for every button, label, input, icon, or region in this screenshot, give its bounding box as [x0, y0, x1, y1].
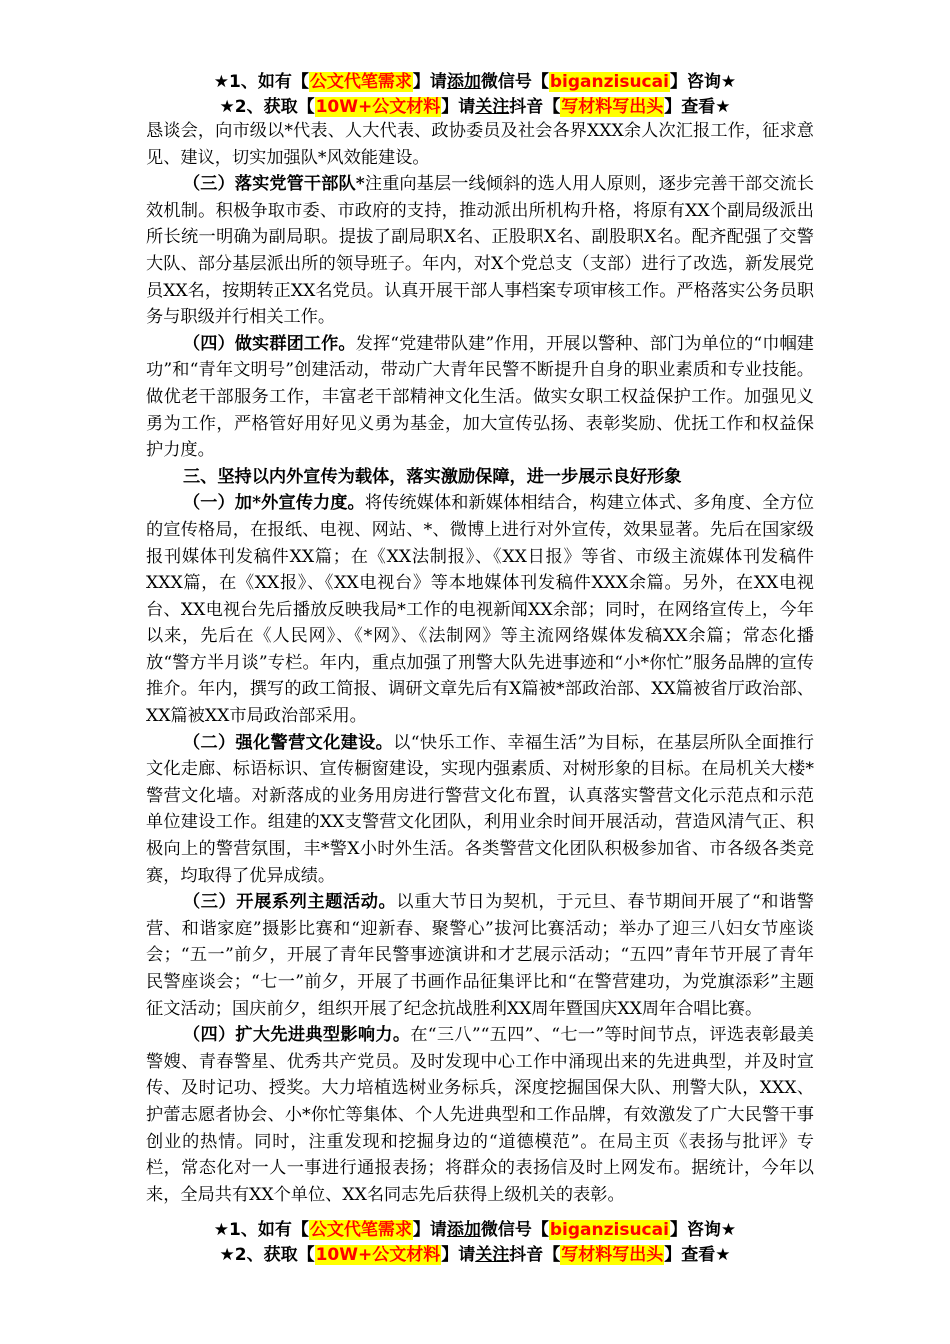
promo-line-douyin [0, 1243, 950, 1267]
promo-keyword: 关注 [475, 1245, 510, 1265]
paragraph [146, 889, 814, 1022]
paragraph [146, 331, 814, 464]
promo-highlight: 公文代笔需求 [309, 1220, 412, 1240]
paragraph-text: 注重向基层一线倾斜的选人用人原则，逐步完善干部交流长效机制。积极争取市委、市政府的支持，推动派出所机构升格，将原有XX个副局级派出所长统一明确为副局职。提拔了副局职X名、正股职X名、副股职X名。配齐配强了交警大队、部分基层派出所的领导班子。年内，对X个党总支（支部）进行了改选，新发展党员XX名，按期转正XX名党员。认真开展干部人事档案专项审核工作。严格落实公务员职务与职级并行相关工作。 [146, 174, 814, 328]
paragraph [146, 730, 814, 890]
promo-text: 】咨询★ [669, 72, 737, 92]
paragraph-lead: （二）强化警营文化建设。 [182, 732, 394, 753]
promo-line-wechat [0, 70, 950, 94]
promo-text: ★2、获取【 [219, 97, 315, 117]
promo-highlight: 写材料写出头 [561, 1245, 664, 1265]
paragraph-lead: （四）扩大先进典型影响力。 [182, 1025, 411, 1046]
paragraph-text: 发挥“党建带队建”作用，开展以警种、部门为单位的“巾帼建功”和“青年文明号”创建活动，带动广大青年民警不断提升自身的职业素质和专业技能。做优老干部服务工作，丰富老干部精神文化生活。做实女职工权益保护工作。加强见义勇为工作，严格管好用好见义勇为基金，加大宣传弘扬、表彰奖励、优抚工作和权益保护力度。 [146, 333, 814, 461]
paragraph-text: 以重大节日为契机，于元旦、春节期间开展了“和谐警营、和谐家庭”摄影比赛和“迎新春、聚警心”拔河比赛活动；举办了迎三八妇女节座谈会；“五一”前夕，开展了青年民警事迹演讲和才艺展示活动；“五四”青年节开展了青年民警座谈会；“七一”前夕，开展了书画作品征集评比和“在警营建功，为党旗添彩”主题征文活动；国庆前夕，组织开展了纪念抗战胜利XX周年暨国庆XX周年合唱比赛。 [146, 892, 814, 1019]
promo-text: 】请 [412, 72, 447, 92]
paragraph-text: 将传统媒体和新媒体相结合，构建立体式、多角度、全方位的宣传格局，在报纸、电视、网站、*、微博上进行对外宣传，效果显著。先后在国家级报刊媒体刊发稿件XX篇；在《XX法制报》、《XX日报》等省、市级主流媒体刊发稿件XXX篇，在《XX报》、《XX电视台》等本地媒体刊发稿件XXX余篇。另外，在XX电视台、XX电视台先后播放反映我局*工作的电视新闻XX余部；同时，在网络宣传上，今年以来，先后在《人民网》、《*网》、《法制网》等主流网络媒体发稿XX余篇；常态化播放“警方半月谈”专栏。年内，重点加强了刑警大队先进事迹和“小*你忙”服务品牌的宣传推介。年内，撰写的政工简报、调研文章先后有X篇被*部政治部、XX篇被省厅政治部、XX篇被XX市局政治部采用。 [146, 493, 814, 727]
promo-text: 抖音【 [509, 1245, 561, 1265]
promo-keyword: 添加 [446, 72, 481, 92]
promo-text: 微信号【 [480, 72, 549, 92]
promo-text: 】请 [412, 1220, 447, 1240]
promo-highlight: biganzisucai [549, 1220, 669, 1240]
promo-text: 抖音【 [509, 97, 561, 117]
promo-keyword: 关注 [475, 97, 510, 117]
promo-highlight: 公文代笔需求 [309, 72, 412, 92]
paragraph-lead: （四）做实群团工作。 [182, 333, 356, 354]
promo-text: 】查看★ [664, 97, 731, 117]
promo-highlight: 写材料写出头 [561, 97, 664, 117]
continuation-paragraph: 恳谈会，向市级以*代表、人大代表、政协委员及社会各界XXX余人次汇报工作，征求意见、建议，切实加强队*风效能建设。 [146, 121, 814, 168]
section-heading: 三、坚持以内外宣传为载体，落实激励保障，进一步展示良好形象 [182, 466, 682, 487]
promo-text: 】请 [441, 1245, 476, 1265]
promo-highlight: biganzisucai [549, 72, 669, 92]
paragraph [146, 490, 814, 729]
promo-highlight: 10W+公文材料 [315, 1245, 441, 1265]
paragraph [146, 171, 814, 331]
promo-text: 】请 [441, 97, 476, 117]
paragraph-text: 在“三八”“五四”、“七一”等时间节点，评选表彰最美警嫂、青春警星、优秀共产党员。及时发现中心工作中涌现出来的先进典型，并及时宣传、及时记功、授奖。大力培植选树业务标兵，深度挖掘国保大队、刑警大队，XXX、护蕾志愿者协会、小*你忙等集体、个人先进典型和工作品牌，有效激发了广大民警干事创业的热情。同时，注重发现和挖掘身边的“道德模范”。在局主页《表扬与批评》专栏，常态化对一人一事进行通报表扬；将群众的表扬信及时上网发布。据统计，今年以来，全局共有XX个单位、XX名同志先后获得上级机关的表彰。 [146, 1025, 814, 1205]
promo-highlight: 10W+公文材料 [315, 97, 441, 117]
document-body [146, 118, 814, 1208]
promo-text: ★1、如有【 [213, 72, 309, 92]
promo-text: ★2、获取【 [219, 1245, 315, 1265]
paragraph-lead: （一）加*外宣传力度。 [182, 493, 365, 514]
promo-text: ★1、如有【 [213, 1220, 309, 1240]
promo-text: 微信号【 [480, 1220, 549, 1240]
paragraph [146, 1022, 814, 1208]
paragraph-lead: （三）开展系列主题活动。 [182, 892, 397, 913]
promo-keyword: 添加 [446, 1220, 481, 1240]
promo-text: 】查看★ [664, 1245, 731, 1265]
paragraph-text: 以“快乐工作、幸福生活”为目标，在基层所队全面推行文化走廊、标语标识、宣传橱窗建设，实现内强素质、对树形象的目标。在局机关大楼*警营文化墙。对新落成的业务用房进行警营文化布置，认真落实警营文化示范点和示范单位建设工作。组建的XX支警营文化团队，利用业余时间开展活动，营造风清气正、积极向上的警营氛围，丰*警X小时外生活。各类警营文化团队积极参加省、市各级各类竞赛，均取得了优异成绩。 [146, 732, 814, 886]
promo-text: 】咨询★ [669, 1220, 737, 1240]
promo-line-douyin [0, 95, 950, 119]
promo-line-wechat [0, 1218, 950, 1242]
paragraph-lead: （三）落实党管干部队* [182, 174, 365, 195]
